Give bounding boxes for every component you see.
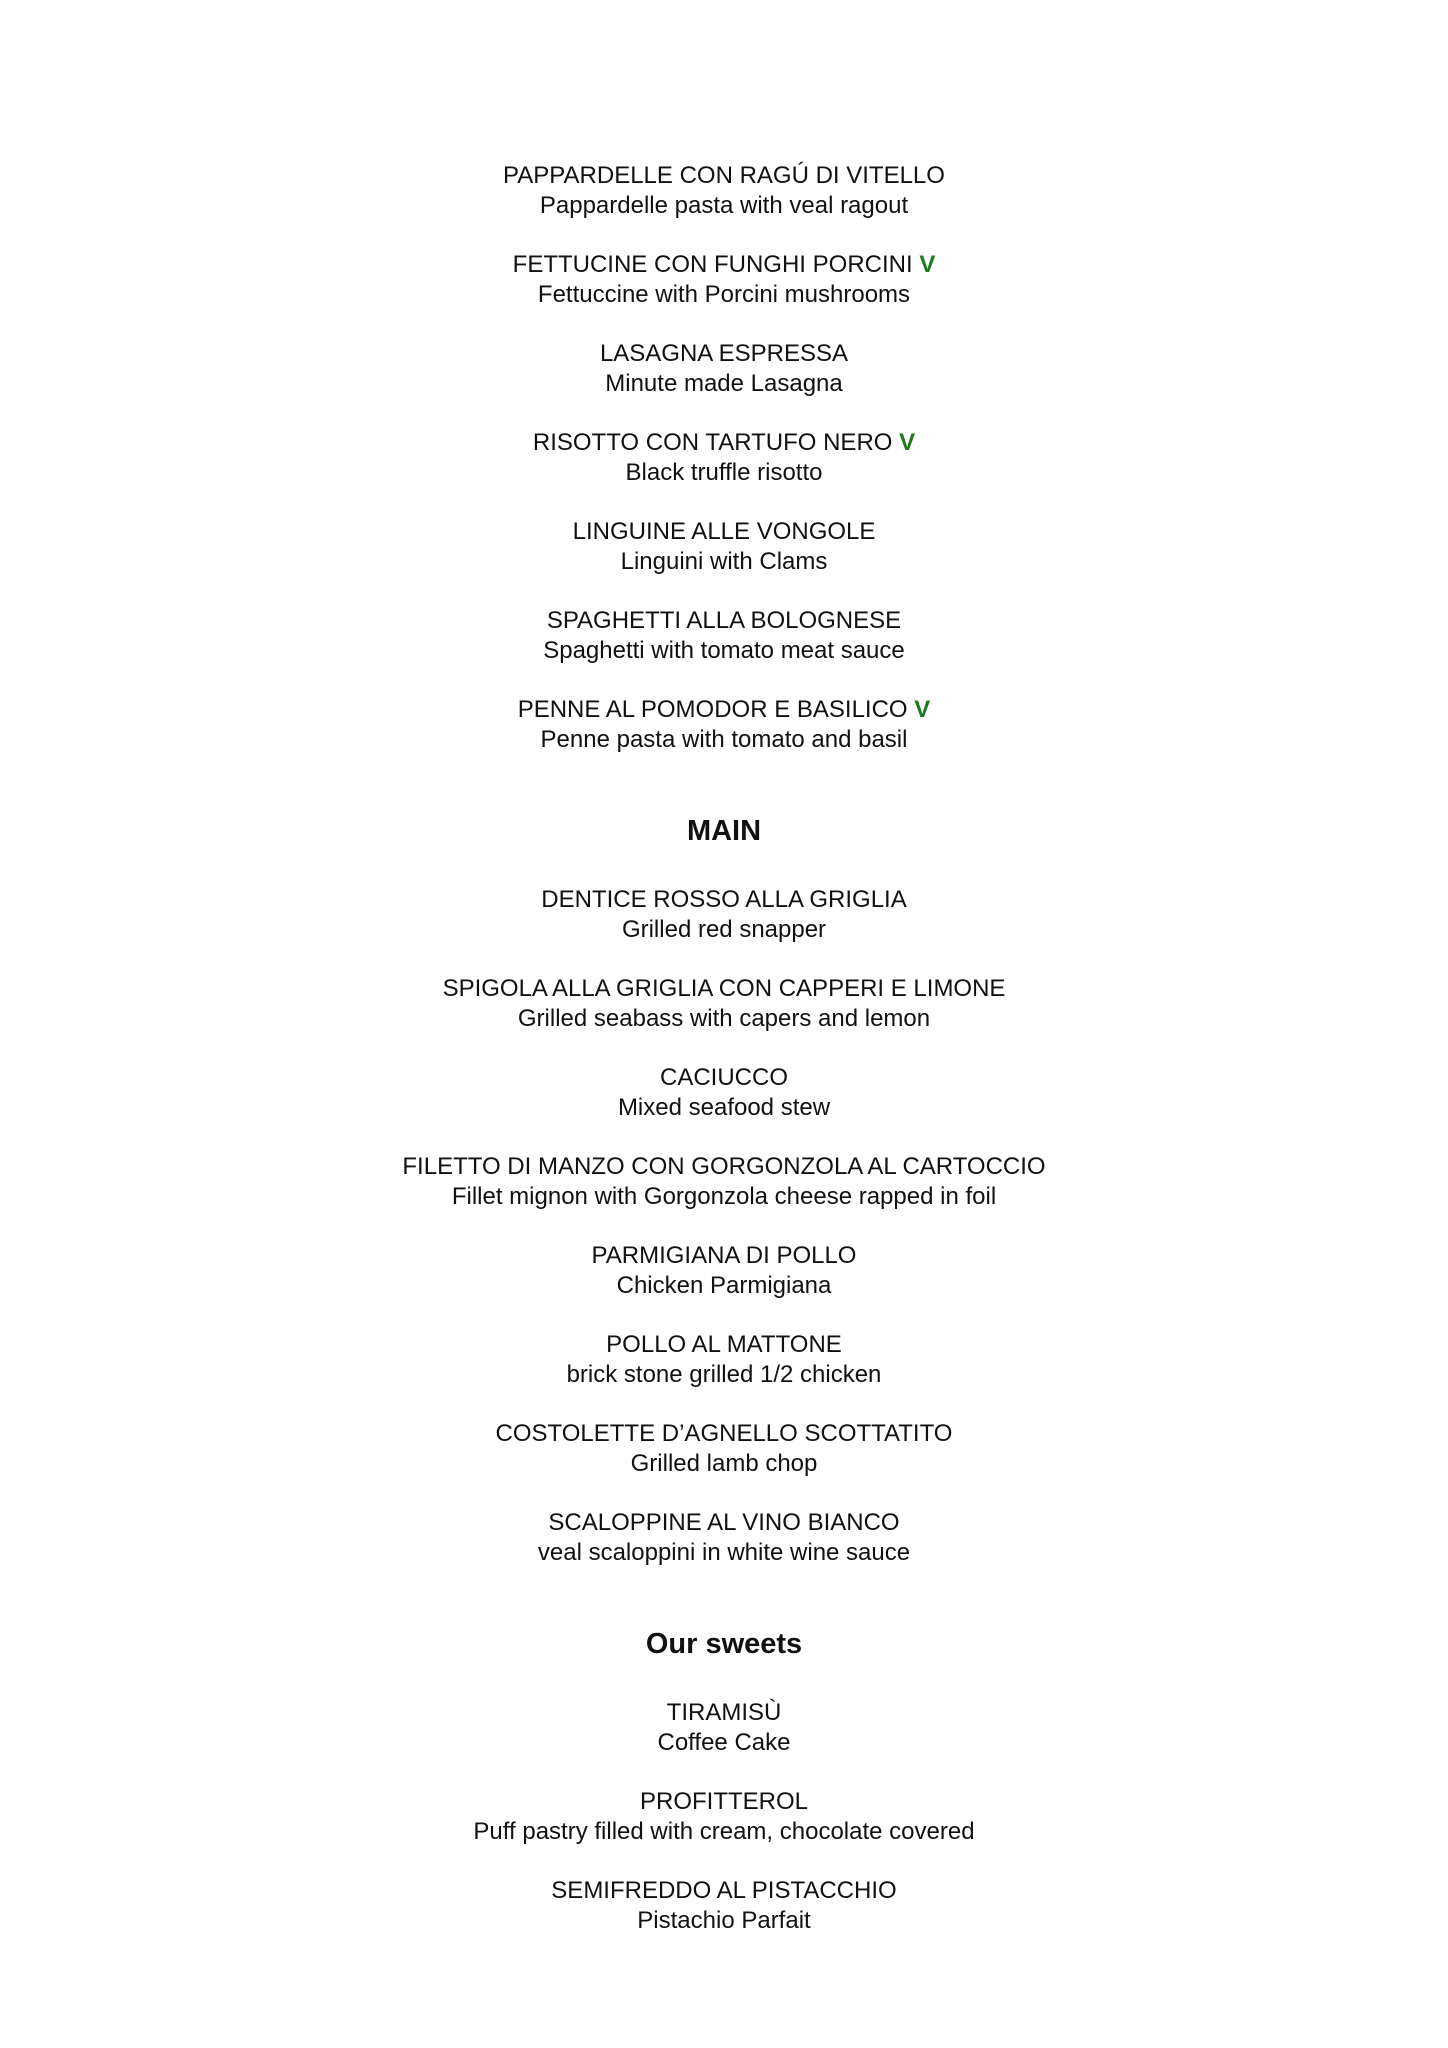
- dish-name: PARMIGIANA DI POLLO: [591, 1242, 857, 1269]
- dish-description: Chicken Parmigiana: [616, 1272, 832, 1299]
- section-main: [0, 813, 1448, 1568]
- menu-item: [0, 606, 1448, 666]
- dish-description: Pappardelle pasta with veal ragout: [539, 192, 909, 219]
- dish-description: Grilled lamb chop: [630, 1450, 818, 1477]
- vegetarian-badge: V: [899, 429, 916, 456]
- dish-description: Penne pasta with tomato and basil: [540, 726, 908, 753]
- vegetarian-badge: V: [919, 251, 936, 278]
- dish-name: PROFITTEROL: [639, 1788, 808, 1815]
- section-sweets: [0, 1626, 1448, 1936]
- dish-description: brick stone grilled 1/2 chicken: [566, 1361, 882, 1388]
- dish-description: Black truffle risotto: [625, 459, 823, 486]
- menu-item: [0, 1698, 1448, 1758]
- dish-name: PENNE AL POMODOR E BASILICO: [517, 696, 908, 723]
- dish-name: SEMIFREDDO AL PISTACCHIO: [551, 1877, 897, 1904]
- menu-item: [0, 1152, 1448, 1212]
- menu-item: [0, 1508, 1448, 1568]
- dish-description: Grilled red snapper: [621, 916, 827, 943]
- menu-item: [0, 339, 1448, 399]
- dish-name: RISOTTO CON TARTUFO NERO: [532, 429, 893, 456]
- dish-description: veal scaloppini in white wine sauce: [537, 1539, 911, 1566]
- section-title: Our sweets: [645, 1628, 803, 1660]
- dish-description: Fettuccine with Porcini mushrooms: [537, 281, 911, 308]
- menu-item: [0, 974, 1448, 1034]
- menu-item: [0, 161, 1448, 221]
- dish-name: POLLO AL MATTONE: [606, 1331, 842, 1358]
- menu-item: [0, 885, 1448, 945]
- menu-item: [0, 1330, 1448, 1390]
- dish-name: FILETTO DI MANZO CON GORGONZOLA AL CARTOCCIO: [402, 1153, 1046, 1180]
- dish-description: Grilled seabass with capers and lemon: [517, 1005, 931, 1032]
- menu-item: [0, 1787, 1448, 1847]
- menu-item: [0, 250, 1448, 310]
- section-title: MAIN: [686, 815, 762, 847]
- dish-description: Linguini with Clams: [620, 548, 828, 575]
- dish-description: Mixed seafood stew: [617, 1094, 831, 1121]
- menu-item: [0, 695, 1448, 755]
- dish-name: SPAGHETTI ALLA BOLOGNESE: [546, 607, 902, 634]
- dish-name: SCALOPPINE AL VINO BIANCO: [548, 1509, 900, 1536]
- dish-name: PAPPARDELLE CON RAGÚ DI VITELLO: [503, 162, 945, 189]
- dish-name: DENTICE ROSSO ALLA GRIGLIA: [541, 886, 907, 913]
- dish-description: Coffee Cake: [657, 1729, 791, 1756]
- dish-description: Pistachio Parfait: [637, 1907, 811, 1934]
- vegetarian-badge: V: [914, 696, 931, 723]
- dish-description: Fillet mignon with Gorgonzola cheese rapped in foil: [451, 1183, 997, 1210]
- menu-item: [0, 517, 1448, 577]
- dish-name: CACIUCCO: [659, 1064, 788, 1091]
- menu-item: [0, 428, 1448, 488]
- menu-item: [0, 1063, 1448, 1123]
- dish-description: Minute made Lasagna: [605, 370, 843, 397]
- menu-item: [0, 1876, 1448, 1936]
- dish-name: LASAGNA ESPRESSA: [599, 340, 849, 367]
- dish-name: LINGUINE ALLE VONGOLE: [572, 518, 876, 545]
- dish-name: FETTUCINE CON FUNGHI PORCINI: [512, 251, 913, 278]
- menu-item: [0, 1241, 1448, 1301]
- dish-description: Puff pastry filled with cream, chocolate covered: [473, 1818, 975, 1845]
- dish-description: Spaghetti with tomato meat sauce: [543, 637, 905, 664]
- menu-item: [0, 1419, 1448, 1479]
- section-pasta: [0, 161, 1448, 755]
- dish-name: TIRAMISÙ: [666, 1699, 782, 1726]
- dish-name: COSTOLETTE D’AGNELLO SCOTTATITO: [495, 1420, 953, 1447]
- dish-name: SPIGOLA ALLA GRIGLIA CON CAPPERI E LIMONE: [442, 975, 1006, 1002]
